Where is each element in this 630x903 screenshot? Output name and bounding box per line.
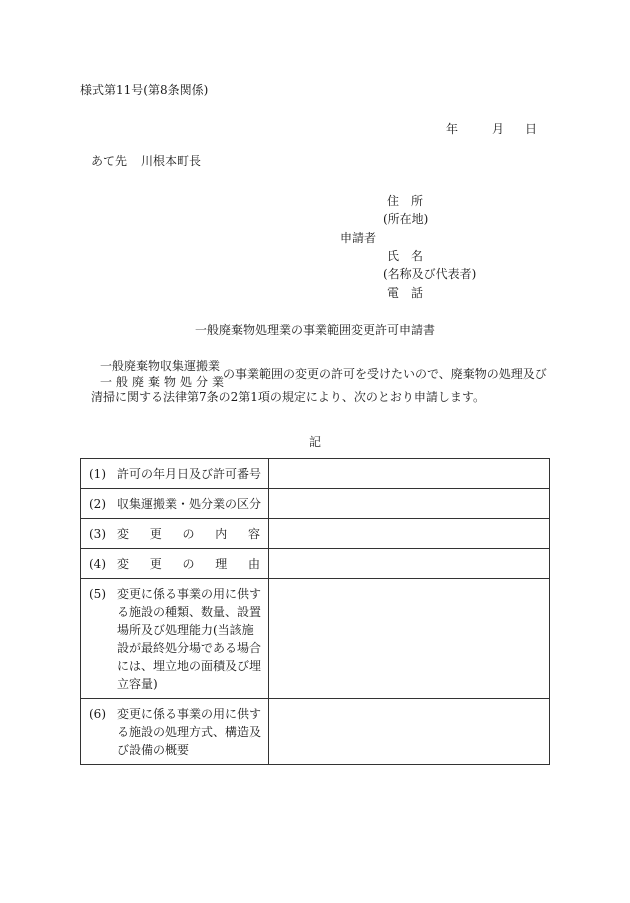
table-row (81, 459, 550, 489)
row-value-cell[interactable] (269, 489, 550, 519)
table-row (81, 489, 550, 519)
date-month: 月 (492, 122, 505, 136)
row-label: 変 更 の 理 由 (117, 557, 260, 571)
row-value-cell[interactable] (269, 699, 550, 765)
row-label-cell (81, 519, 269, 549)
row-label-cell (81, 699, 269, 765)
addressee-prefix: あて先 (91, 154, 128, 168)
table-row (81, 699, 550, 765)
document-title: 一般廃棄物処理業の事業範囲変更許可申請書 (194, 323, 435, 337)
date-year: 年 (446, 122, 459, 136)
business-type-stack (100, 358, 228, 390)
row-value-cell[interactable] (269, 519, 550, 549)
row-label: 変更に係る事業の用に供す る施設の処理方式、構造及 び設備の概要 (117, 707, 262, 757)
row-number: (5) (89, 587, 106, 601)
table-row (81, 519, 550, 549)
table-row (81, 549, 550, 579)
form-number: 様式第11号(第8条関係) (80, 83, 209, 97)
phone-label: 電 話 (387, 286, 424, 300)
address-sublabel: (所在地) (383, 212, 429, 226)
row-number: (6) (89, 707, 106, 721)
row-label: 許可の年月日及び許可番号 (117, 467, 262, 481)
row-value-cell[interactable] (269, 549, 550, 579)
date-line (446, 122, 537, 136)
date-day: 日 (525, 122, 538, 136)
business-type-disposal: 一般廃棄物処分業 (100, 375, 229, 389)
row-number: (1) (89, 467, 106, 481)
row-number: (4) (89, 557, 106, 571)
row-value-cell[interactable] (269, 459, 550, 489)
row-label: 変更に係る事業の用に供す る施設の種類、数量、設置 場所及び処理能力(当該施 設が最終処分場である場合 には、埋立地の面積及び埋 立容量) (117, 587, 262, 691)
note-mark: 記 (308, 435, 321, 449)
row-label: 収集運搬業・処分業の区分 (117, 497, 262, 511)
addressee-name: 川根本町長 (141, 154, 202, 168)
applicant-label: 申請者 (340, 231, 377, 245)
row-label-cell (81, 579, 269, 699)
address-label: 住 所 (387, 194, 424, 208)
row-label: 変 更 の 内 容 (117, 527, 260, 541)
body-text-line1: の事業範囲の変更の許可を受けたいので、廃棄物の処理及び (223, 367, 547, 381)
body-text-line2: 清掃に関する法律第7条の2第1項の規定により、次のとおり申請します。 (91, 390, 485, 404)
details-table (80, 458, 550, 765)
row-number: (3) (89, 527, 106, 541)
name-label: 氏 名 (387, 249, 424, 263)
table-row (81, 579, 550, 699)
name-sublabel: (名称及び代表者) (383, 267, 477, 281)
row-label-cell (81, 549, 269, 579)
business-type-collection: 一般廃棄物収集運搬業 (100, 359, 221, 373)
row-label-cell (81, 459, 269, 489)
row-label-cell (81, 489, 269, 519)
row-value-cell[interactable] (269, 579, 550, 699)
row-number: (2) (89, 497, 106, 511)
addressee (91, 154, 201, 168)
